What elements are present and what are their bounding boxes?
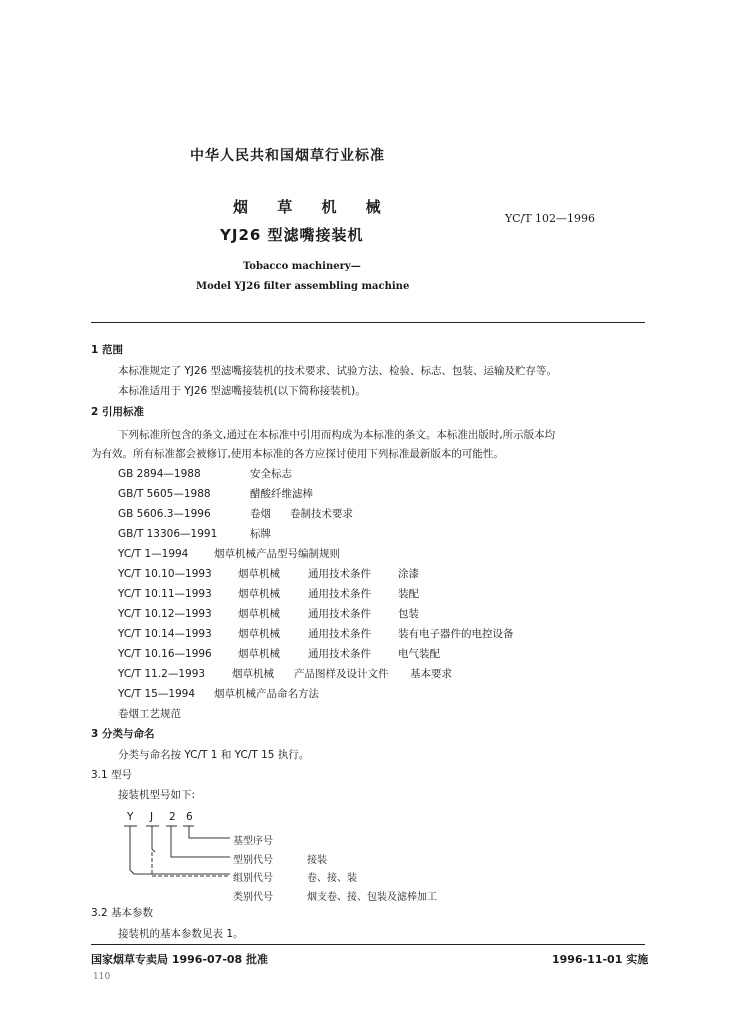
ref-code: YC/T 11.2—1993 (118, 668, 206, 680)
diagram-label-group: 组别代号 (233, 873, 273, 884)
standard-number: YC/T 102—1996 (505, 212, 596, 225)
model-digit-6: 6 (186, 811, 193, 823)
ref-code: YC/T 1—1994 (118, 548, 189, 560)
section-3-para: 分类与命名按 YC/T 1 和 YC/T 15 执行。 (118, 749, 310, 761)
ref-title: 烟草机械产品命名方法 (214, 688, 319, 700)
title-cn-line1: 烟 草 机 械 (233, 198, 393, 216)
ref-subtitle: 卷制技术要求 (290, 508, 353, 520)
ref-subtitle: 通用技术条件 (308, 628, 371, 640)
section-2-para-line1: 下列标准所包含的条文,通过在本标准中引用而构成为本标准的条文。本标准出版时,所示版本均 (118, 429, 556, 441)
ref-topic: 涂漆 (398, 568, 419, 580)
ref-topic: 包装 (398, 608, 419, 620)
section-1-para-1: 本标准规定了 YJ26 型滤嘴接装机的技术要求、试验方法、检验、标志、包装、运输及贮存等。 (118, 365, 558, 377)
ref-code: GB 5606.3—1996 (118, 508, 211, 520)
model-digit-2: 2 (169, 811, 176, 823)
ref-item-last: 卷烟工艺规范 (118, 708, 181, 720)
diagram-value-type: 接装 (307, 855, 327, 866)
diagram-label-category: 类别代号 (233, 892, 273, 903)
diagram-value-category: 烟支卷、接、包装及滤棒加工 (307, 892, 437, 903)
leader-j (152, 852, 230, 876)
section-3-2-para: 接装机的基本参数见表 1。 (118, 928, 244, 940)
model-letter-j: J (150, 811, 154, 823)
footer-divider-rule (91, 944, 645, 945)
ref-code: YC/T 10.16—1996 (118, 648, 212, 660)
leader-2 (171, 826, 230, 857)
ref-title: 烟草机械 (238, 588, 280, 600)
ref-title: 烟草机械 (232, 668, 274, 680)
ref-title: 醋酸纤维滤棒 (250, 488, 313, 500)
ref-code: GB/T 13306—1991 (118, 528, 218, 540)
ref-subtitle: 通用技术条件 (308, 588, 371, 600)
ref-topic: 基本要求 (410, 668, 452, 680)
section-3-heading: 3 分类与命名 (91, 728, 155, 740)
model-letter-y: Y (127, 811, 134, 823)
ref-code: YC/T 10.10—1993 (118, 568, 212, 580)
title-en-line1: Tobacco machinery— (243, 261, 361, 272)
ref-subtitle: 通用技术条件 (308, 648, 371, 660)
ref-code: YC/T 10.11—1993 (118, 588, 212, 600)
section-2-heading: 2 引用标准 (91, 406, 144, 418)
issuing-body-title: 中华人民共和国烟草行业标准 (190, 148, 385, 164)
ref-title: 烟草机械 (238, 648, 280, 660)
diagram-label-base-sequence: 基型序号 (233, 836, 273, 847)
page-number: 110 (93, 972, 111, 982)
ref-code: YC/T 10.14—1993 (118, 628, 212, 640)
ref-code: YC/T 15—1994 (118, 688, 196, 700)
ref-title: 安全标志 (250, 468, 292, 480)
ref-title: 烟草机械产品型号编制规则 (214, 548, 340, 560)
diagram-value-group: 卷、接、装 (307, 873, 357, 884)
title-cn-line2: YJ26 型滤嘴接装机 (220, 226, 364, 244)
title-en-line2: Model YJ26 filter assembling machine (196, 281, 410, 292)
ref-subtitle: 通用技术条件 (308, 568, 371, 580)
ref-topic: 装有电子器件的电控设备 (398, 628, 514, 640)
section-3-2-heading: 3.2 基本参数 (91, 907, 154, 919)
leader-j-hook (152, 826, 155, 852)
ref-code: YC/T 10.12—1993 (118, 608, 212, 620)
approval-line: 国家烟草专卖局 1996-07-08 批准 (91, 953, 269, 966)
ref-title: 标牌 (250, 528, 271, 540)
section-2-para-line2: 为有效。所有标准都会被修订,使用本标准的各方应探讨使用下列标准最新版本的可能性。 (91, 448, 504, 460)
ref-subtitle: 产品图样及设计文件 (294, 668, 389, 680)
leader-6 (189, 826, 230, 838)
ref-topic: 装配 (398, 588, 419, 600)
ref-code: GB 2894—1988 (118, 468, 201, 480)
leader-y (130, 826, 230, 874)
ref-title: 烟草机械 (238, 568, 280, 580)
ref-title: 烟草机械 (238, 628, 280, 640)
section-3-1-para: 接装机型号如下: (118, 789, 196, 801)
diagram-label-type: 型别代号 (233, 855, 273, 866)
ref-title: 烟草机械 (238, 608, 280, 620)
section-3-1-heading: 3.1 型号 (91, 769, 133, 781)
ref-title: 卷烟 (250, 508, 271, 520)
section-1-heading: 1 范围 (91, 344, 123, 356)
ref-subtitle: 通用技术条件 (308, 608, 371, 620)
ref-topic: 电气装配 (398, 648, 440, 660)
ref-code: GB/T 5605—1988 (118, 488, 211, 500)
section-1-para-2: 本标准适用于 YJ26 型滤嘴接装机(以下简称接装机)。 (118, 385, 366, 397)
effective-date-line: 1996-11-01 实施 (552, 953, 649, 966)
